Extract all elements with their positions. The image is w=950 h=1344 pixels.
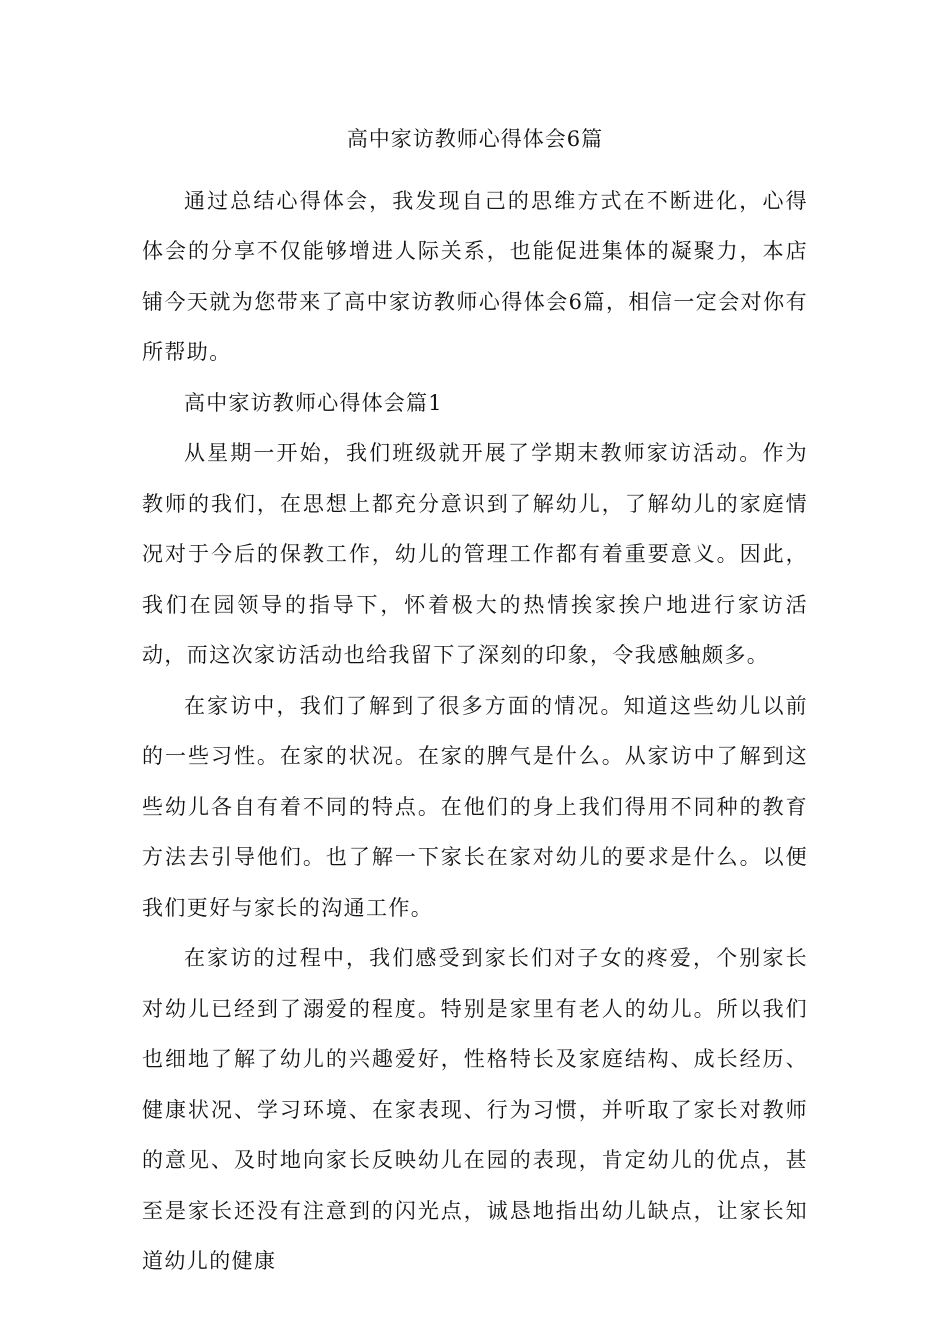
body-paragraph-2: 在家访中，我们了解到了很多方面的情况。知道这些幼儿以前的一些习性。在家的状况。在家的脾气是什么。从家访中了解到这些幼儿各自有着不同的特点。在他们的身上我们得用不同种的教育方法去引导他们。也了解一下家长在家对幼儿的要求是什么。以便我们更好与家长的沟通工作。 xyxy=(142,693,808,920)
intro-paragraph: 通过总结心得体会，我发现自己的思维方式在不断进化，心得体会的分享不仅能够增进人际关系，也能促进集体的凝聚力，本店铺今天就为您带来了高中家访教师心得体会6篇，相信一定会对你有所帮助。 xyxy=(142,188,808,364)
body-paragraph-1: 从星期一开始，我们班级就开展了学期末教师家访活动。作为教师的我们，在思想上都充分意识到了解幼儿，了解幼儿的家庭情况对于今后的保教工作，幼儿的管理工作都有着重要意义。因此，我们在园领导的指导下，怀着极大的热情挨家挨户地进行家访活动，而这次家访活动也给我留下了深刻的印象，令我感触颇多。 xyxy=(142,441,808,667)
document-body xyxy=(142,114,808,1287)
body-paragraph-3: 在家访的过程中，我们感受到家长们对子女的疼爱，个别家长对幼儿已经到了溺爱的程度。特别是家里有老人的幼儿。所以我们也细地了解了幼儿的兴趣爱好，性格特长及家庭结构、成长经历、健康状况、学习环境、在家表现、行为习惯，并听取了家长对教师的意见、及时地向家长反映幼儿在园的表现，肯定幼儿的优点，甚至是家长还没有注意到的闪光点，诚恳地指出幼儿缺点，让家长知道幼儿的健康 xyxy=(142,946,808,1273)
document-title: 高中家访教师心得体会6篇 xyxy=(346,127,604,151)
section-heading: 高中家访教师心得体会篇1 xyxy=(184,390,443,415)
